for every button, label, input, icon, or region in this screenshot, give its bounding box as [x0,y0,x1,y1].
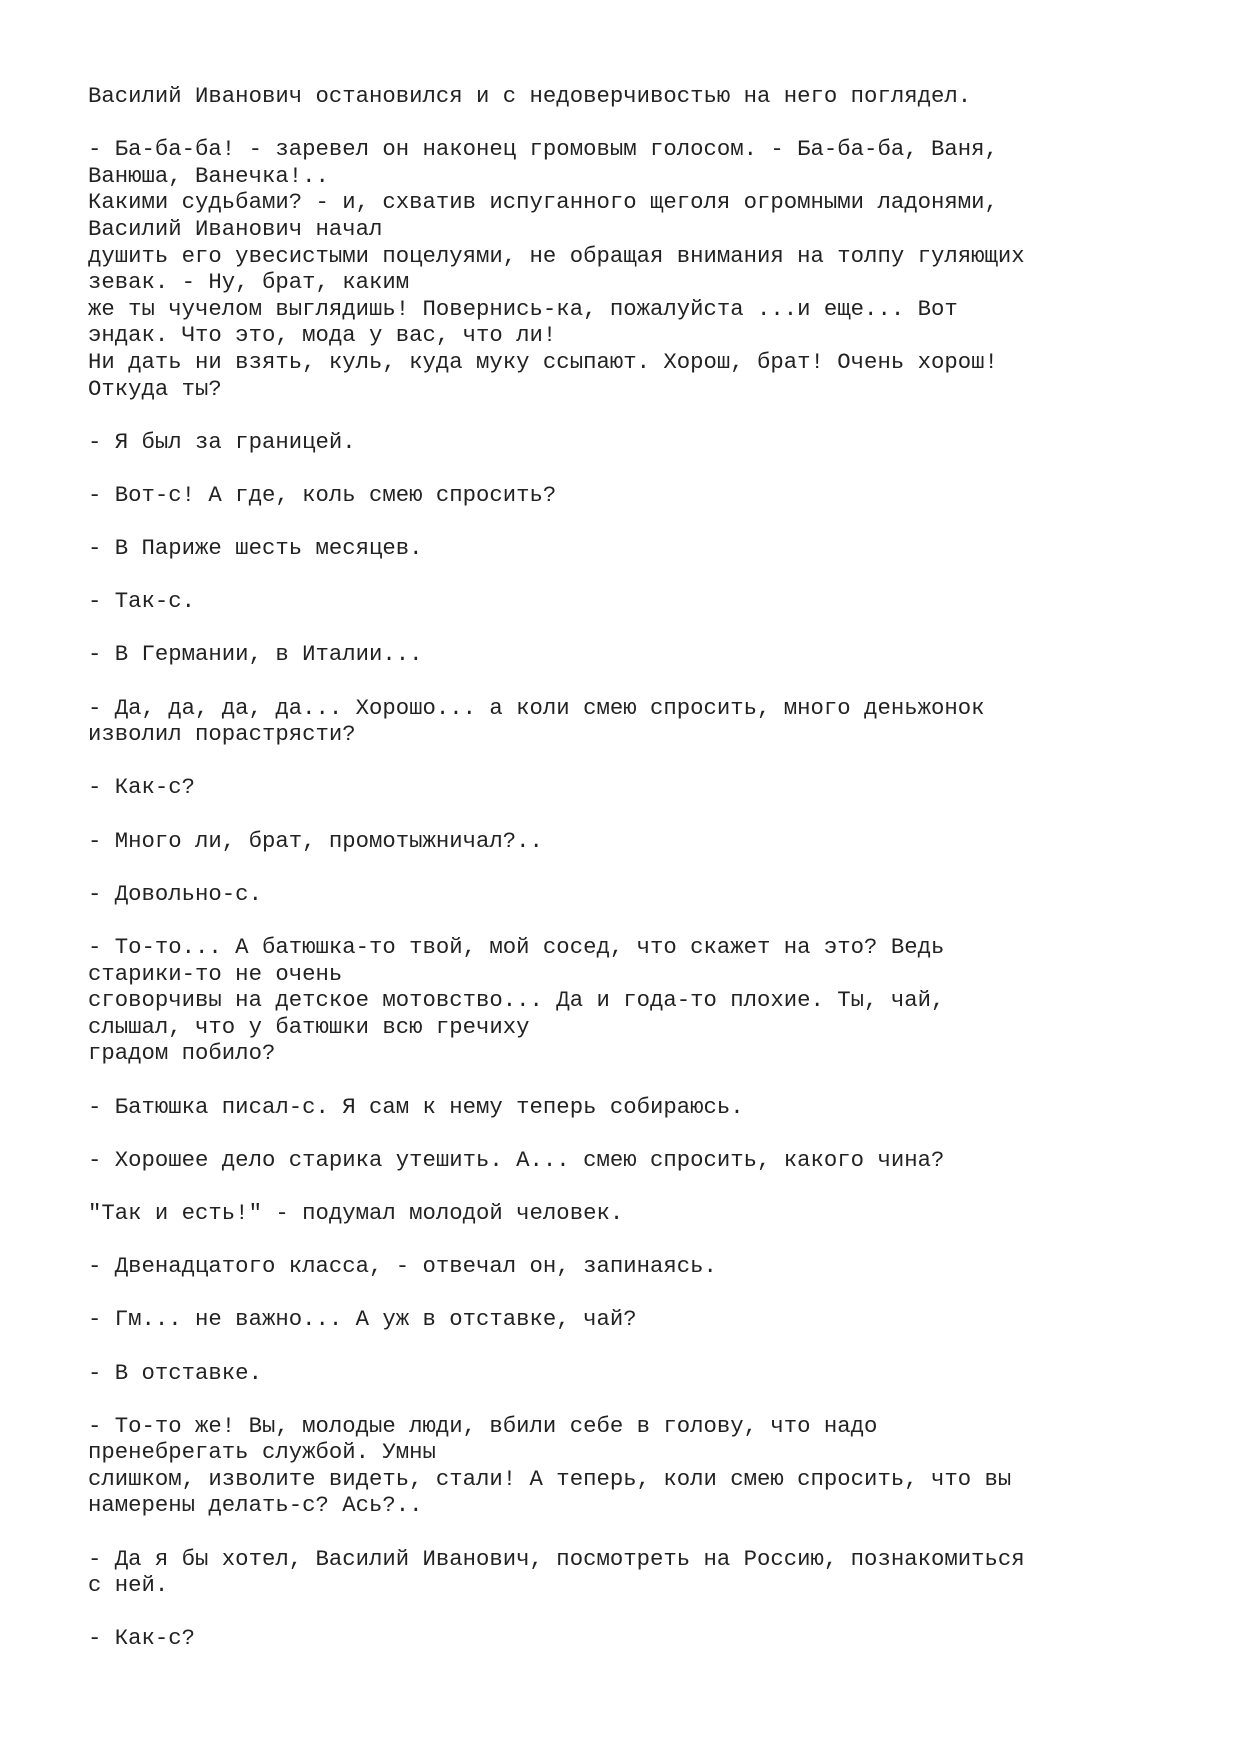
text-line: душить его увесистыми поцелуями, не обращая внимания на толпу гуляющих [88,242,1025,269]
text-line: изволил порастрясти? [88,721,356,748]
text-line: пренебрегать службой. Умны [88,1439,436,1466]
text-line: - Я был за границей. [88,428,356,455]
paragraph [88,695,1198,748]
text-line: - Как-с? [88,1625,196,1652]
paragraph [88,482,1198,509]
paragraph [88,1094,1198,1121]
paragraph [88,1360,1198,1387]
paragraph [88,828,1198,855]
paragraph [88,588,1198,615]
text-line: намерены делать-с? Ась?.. [88,1492,423,1519]
text-line: - В Германии, в Италии... [88,641,423,668]
paragraph [88,1147,1198,1174]
text-line: - Так-с. [88,588,196,615]
text-line: - То-то же! Вы, молодые люди, вбили себе в голову, что надо [88,1412,878,1439]
text-line: слишком, изволите видеть, стали! А теперь, коли смею спросить, что вы [88,1465,1012,1492]
text-line: - То-то... А батюшка-то твой, мой сосед, что скажет на это? Ведь [88,934,945,960]
text-line: старики-то не очень [88,960,343,987]
paragraph [88,136,1198,402]
paragraph [88,83,1198,110]
paragraph [88,641,1198,668]
text-line: сговорчивы на детское мотовство... Да и года-то плохие. Ты, чай, [88,987,945,1014]
text-line: - Гм... не важно... А уж в отставке, чай? [88,1306,637,1333]
text-line: - Хорошее дело старика утешить. А... смею спросить, какого чина? [88,1146,945,1173]
text-line: - Довольно-с. [88,880,262,907]
text-line: - Ба-ба-ба! - заревел он наконец громовым голосом. - Ба-ба-ба, Ваня, [88,136,998,163]
paragraph [88,1413,1198,1519]
text-line: градом побило? [88,1040,276,1067]
text-line: - Вот-с! А где, коль смею спросить? [88,481,557,508]
text-line: "Так и есть!" - подумал молодой человек. [88,1199,624,1226]
text-line: - Батюшка писал-с. Я сам к нему теперь собираюсь. [88,1093,744,1120]
text-line: - Да, да, да, да... Хорошо... а коли смею спросить, много деньжонок [88,694,985,721]
document-page [88,83,1198,1679]
text-line: - В Париже шесть месяцев. [88,535,423,562]
paragraph [88,535,1198,562]
text-line: - В отставке. [88,1359,262,1386]
text-line: зевак. - Ну, брат, каким [88,269,410,296]
paragraph [88,1625,1198,1652]
text-line: - Много ли, брат, промотыжничал?.. [88,827,543,854]
paragraph [88,1200,1198,1227]
text-line: Ни дать ни взять, куль, куда муку ссыпают. Хорош, брат! Очень хорош! [88,348,998,375]
paragraph [88,1546,1198,1599]
text-line: Какими судьбами? - и, схватив испуганного щеголя огромными ладонями, [88,189,998,216]
text-line: Василий Иванович остановился и с недоверчивостью на него поглядел. [88,83,972,109]
paragraph [88,429,1198,456]
text-line: - Двенадцатого класса, - отвечал он, запинаясь. [88,1253,717,1280]
text-line: эндак. Что это, мода у вас, что ли! [88,322,557,349]
text-line: - Да я бы хотел, Василий Иванович, посмотреть на Россию, познакомиться [88,1545,1025,1572]
text-line: с ней. [88,1572,169,1599]
text-line: Василий Иванович начал [88,215,383,242]
text-line: - Как-с? [88,774,196,801]
paragraph [88,774,1198,801]
paragraph [88,881,1198,908]
text-line: Откуда ты? [88,375,222,402]
paragraph [88,934,1198,1067]
text-line: Ванюша, Ванечка!.. [88,162,329,189]
paragraph [88,1253,1198,1280]
text-line: слышал, что у батюшки всю гречиху [88,1013,530,1040]
text-line: же ты чучелом выглядишь! Повернись-ка, пожалуйста ...и еще... Вот [88,295,958,322]
paragraph [88,1306,1198,1333]
